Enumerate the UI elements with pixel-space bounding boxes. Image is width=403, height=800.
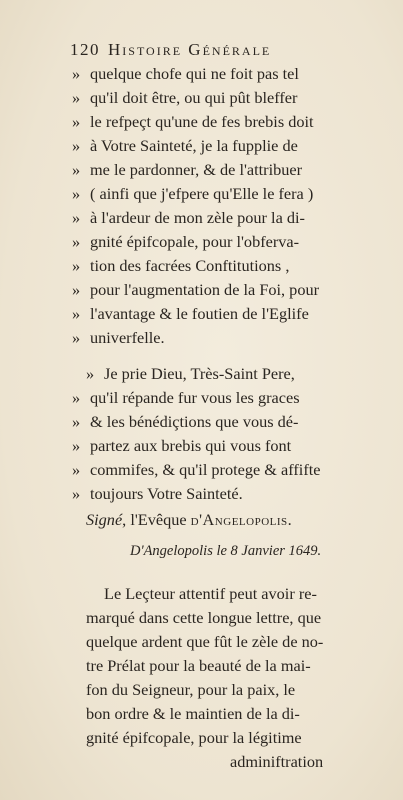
quote-mark: » [72, 88, 81, 107]
quote-mark: » [72, 304, 81, 323]
paragraph-line: quelque ardent que fût le zèle de no- [86, 632, 324, 651]
paragraph-line: gnité épifcopale, pour la légitime [86, 728, 302, 747]
running-title: Histoire Générale [108, 40, 272, 59]
paragraph-line: tre Prélat pour la beauté de la mai- [86, 656, 311, 675]
paragraph-line: marqué dans cette longue lettre, que [86, 608, 322, 627]
paragraph-line: bon ordre & le maintien de la di- [86, 704, 300, 723]
date-line: D'Angelopolis le 8 Janvier 1649. [130, 543, 322, 559]
signature-name: d'Angelopolis. [190, 510, 293, 529]
quote-mark: » [72, 208, 81, 227]
quote-mark: » [86, 364, 95, 383]
quote-mark: » [72, 328, 81, 347]
signe-label: Signé [86, 510, 123, 529]
quote-mark: » [72, 256, 81, 275]
quote-mark: » [72, 184, 81, 203]
signature-title: , l'Evêque [122, 510, 187, 529]
signature-line [86, 508, 292, 532]
quote-mark: » [72, 160, 81, 179]
quote-mark: » [72, 136, 81, 155]
quote-mark: » [72, 460, 81, 479]
catchword: adminiftration [230, 752, 324, 771]
quote-mark: » [72, 232, 81, 251]
quote-mark: » [72, 412, 81, 431]
book-page: 120 Histoire Générale » quelque chofe qui ne foit pas tel » qu'il doit être, ou qui pût bleffer » le refpeçt qu'une de fes brebis doit » à Votre Sainteté, je la fupplie de » me le pardonner, & de l'attribuer » ( ainfi que j'efpere qu'Elle le fera ) » à l'ardeur de mon zèle pour la di- » gnité épifcopale, pour l'obferva- » tion des facrées Conftitutions , » pour l'augmentation de la Foi, pour » l'avantage & le foutien de l'Eglife » univerfelle. » Je prie Dieu, Très-Saint Pere, » qu'il répande fur vous les graces » & les bénédiçtions que vous dé- » partez aux brebis qui vous font » commifes, & qu'il protege & affifte » toujours Votre Sainteté. Signé, l'Evêque d'Angelopolis. D'Angelopolis le 8 Janvier 1649. Le Leçteur attentif peut avoir re- marqué dans cette longue lettre, que quelque ardent que fût le zèle de no- tre Prélat pour la beauté de la mai- fon du Seigneur, pour la paix, le bon ordre & le maintien de la di- gnité épifcopale, pour la légitime adminiftration [0, 0, 403, 800]
paragraph-line: fon du Seigneur, pour la paix, le [86, 680, 296, 699]
quote-mark: » [72, 64, 81, 83]
quote-mark: » [72, 388, 81, 407]
paragraph-line: Le Leçteur attentif peut avoir re- [104, 584, 317, 603]
quote-mark: » [72, 436, 81, 455]
page-header [70, 40, 370, 64]
page-number: 120 [70, 40, 100, 59]
quote-mark: » [72, 484, 81, 503]
quote-mark: » [72, 280, 81, 299]
quote-mark: » [72, 112, 81, 131]
